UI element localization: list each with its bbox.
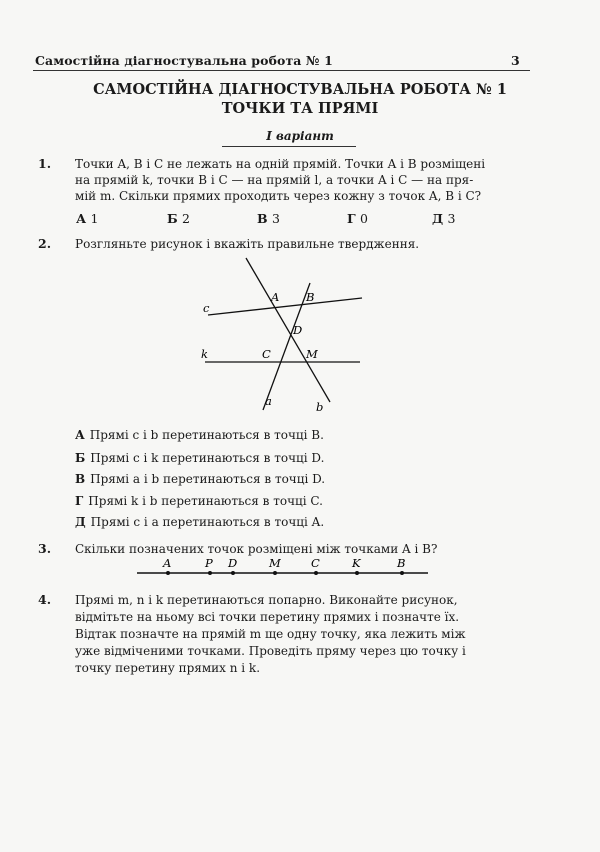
point-A-dot bbox=[166, 571, 170, 575]
q3-text: Скільки позначених точок розміщені між точками A і B? bbox=[75, 542, 438, 556]
q1-line-1: Точки A, B і C не лежать на одній прямій. Точки A і B розміщені bbox=[75, 157, 486, 171]
topic-title: ТОЧКИ ТА ПРЯМІ bbox=[221, 100, 379, 117]
point-P-dot bbox=[208, 571, 212, 575]
label-k: k bbox=[201, 347, 208, 361]
q1-line-2: на прямій k, точки B і C — на прямій l, а точки A і C — на пря- bbox=[75, 173, 474, 187]
q4-line-1: Прямі m, n і k перетинаються попарно. Виконайте рисунок, bbox=[75, 593, 458, 607]
label-point-C: C bbox=[262, 347, 271, 361]
point-A-label: A bbox=[163, 556, 172, 570]
q2-option-g: Г Прямі k і b перетинаються в точці C. bbox=[75, 494, 323, 508]
q4-line-5: точку перетину прямих n і k. bbox=[75, 661, 261, 675]
q1-answer-v: В 3 bbox=[257, 211, 280, 226]
point-D-dot bbox=[231, 571, 235, 575]
point-B-dot bbox=[400, 571, 404, 575]
q2-option-v: В Прямі a і b перетинаються в точці D. bbox=[75, 472, 326, 486]
point-C-label: C bbox=[311, 556, 320, 570]
q3-number: 3. bbox=[38, 541, 52, 556]
q2-option-a: А Прямі c і b перетинаються в точці B. bbox=[75, 428, 324, 442]
label-c: c bbox=[203, 301, 210, 315]
q2-option-b: Б Прямі c і k перетинаються в точці D. bbox=[75, 451, 325, 465]
page-number: 3 bbox=[511, 53, 520, 68]
point-C-dot bbox=[314, 571, 318, 575]
point-B-label: B bbox=[397, 556, 406, 570]
q1-answer-g: Г 0 bbox=[347, 211, 368, 226]
q1-number: 1. bbox=[38, 156, 52, 171]
q4-line-3: Відтак позначте на прямій m ще одну точку, яка лежить між bbox=[75, 627, 466, 641]
label-point-B: B bbox=[306, 290, 315, 304]
point-M-dot bbox=[273, 571, 277, 575]
point-D-label: D bbox=[228, 556, 238, 570]
q2-option-d: Д Прямі c і a перетинаються в точці A. bbox=[75, 515, 325, 529]
point-K-dot bbox=[355, 571, 359, 575]
point-M-label: M bbox=[269, 556, 281, 570]
label-point-D: D bbox=[293, 323, 303, 337]
q1-line-3: мій m. Скільки прямих проходить через кожну з точок A, B і C? bbox=[75, 189, 482, 203]
work-title: САМОСТІЙНА ДІАГНОСТУВАЛЬНА РОБОТА № 1 bbox=[93, 81, 507, 98]
variant-label: І варіант bbox=[266, 129, 334, 143]
q2-number: 2. bbox=[38, 236, 52, 251]
point-P-label: P bbox=[205, 556, 213, 570]
q4-line-2: відмітьте на ньому всі точки перетину прямих і позначте їх. bbox=[75, 610, 460, 624]
label-point-A: A bbox=[271, 290, 280, 304]
label-point-M: M bbox=[306, 347, 318, 361]
q4-number: 4. bbox=[38, 592, 52, 607]
q2-text: Розгляньте рисунок і вкажіть правильне твердження. bbox=[75, 237, 420, 251]
label-b: b bbox=[316, 400, 324, 414]
q1-answer-d: Д 3 bbox=[432, 211, 456, 226]
q1-answer-a: А 1 bbox=[76, 211, 99, 226]
point-K-label: K bbox=[352, 556, 361, 570]
label-a: a bbox=[265, 394, 272, 408]
q4-line-4: уже відміченими точками. Проведіть пряму через цю точку і bbox=[75, 644, 466, 658]
q1-answer-b: Б 2 bbox=[167, 211, 190, 226]
running-header-title: Самостійна діагностувальна робота № 1 bbox=[35, 53, 333, 68]
